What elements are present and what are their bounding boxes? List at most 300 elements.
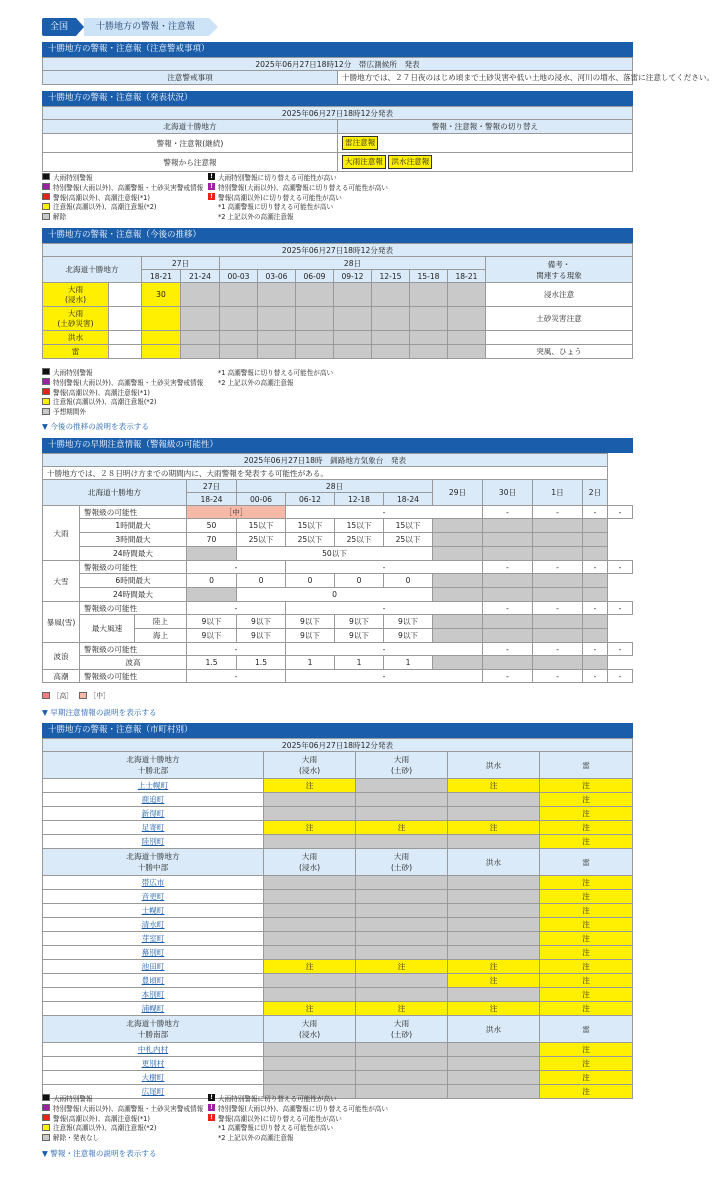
forecast-cell	[181, 345, 220, 359]
section-title: 十勝地方の警報・注意報（注意警戒事項）	[42, 42, 633, 57]
town-name[interactable]: 士幌町	[43, 904, 264, 918]
status-cell: 注	[264, 1002, 356, 1016]
phenomenon-label: 大雨 (土砂災害)	[43, 307, 109, 331]
day-header: 1日	[533, 480, 583, 506]
possibility-value: -	[187, 602, 286, 615]
legend-item	[42, 1093, 208, 1103]
legend-item	[42, 201, 208, 211]
town-row	[43, 793, 633, 807]
value-cell: 9以下	[237, 615, 286, 629]
empty-cell	[109, 345, 142, 359]
row-label: 警報級の可能性	[80, 643, 187, 656]
town-name[interactable]: 浦幌町	[43, 1002, 264, 1016]
status-cell	[264, 876, 356, 890]
value-cell: 70	[187, 533, 237, 547]
area-name: 北海道十勝地方	[43, 257, 142, 283]
forecast-cell	[334, 307, 372, 331]
early-row	[43, 561, 633, 574]
status-cell	[356, 974, 448, 988]
town-name[interactable]: 幕別町	[43, 946, 264, 960]
status-cell	[356, 890, 448, 904]
value-cell	[433, 547, 483, 561]
forecast-cell	[334, 331, 372, 345]
possibility-value: -	[533, 643, 583, 656]
warnings-help-link[interactable]: ▼ 警報・注意報の説明を表示する	[42, 1149, 157, 1158]
column-header: 大雨 (浸水)	[264, 752, 356, 779]
value-cell	[433, 629, 483, 643]
status-cell: 注	[264, 821, 356, 835]
legend-label: 警報(高潮以外)に切り替える可能性が高い	[218, 193, 342, 202]
town-row	[43, 807, 633, 821]
legend-item	[208, 192, 342, 202]
status-cell	[264, 1043, 356, 1057]
value-cell: 9以下	[335, 629, 384, 643]
value-cell: 9以下	[286, 629, 335, 643]
column-header: 洪水	[448, 752, 540, 779]
forecast-cell	[258, 283, 296, 307]
phenomenon-label: 大雨 (浸水)	[43, 283, 109, 307]
value-cell	[533, 533, 583, 547]
row-label: 警報級の可能性	[80, 506, 187, 519]
column-header: 大雨 (浸水)	[264, 1016, 356, 1043]
status-cell: 注	[448, 960, 540, 974]
time-header: 18-21	[448, 270, 486, 283]
legend-swatch	[42, 213, 50, 220]
issued-time: 2025年06月27日18時12分発表	[43, 244, 633, 257]
legend-row	[42, 1103, 388, 1113]
legend-row	[42, 377, 333, 387]
time-header: 06-12	[286, 493, 335, 506]
caution-text: 十勝地方では、２７日夜のはじめ頃まで土砂災害や低い土地の浸水、河川の増水、落雷に注意してください。	[338, 71, 633, 85]
possibility-value: -	[583, 506, 608, 519]
legend-row	[42, 1093, 388, 1103]
empty-cell	[109, 307, 142, 331]
exclamation-icon: !	[208, 1104, 215, 1111]
legend-label: 警報(高潮以外)、高潮注意報(*1)	[53, 193, 150, 202]
legend-label: 予想期間外	[53, 408, 86, 417]
town-row	[43, 960, 633, 974]
legend-label: 特別警報(大雨以外)、高潮警報・土砂災害警戒情報	[53, 183, 204, 192]
town-row	[43, 1002, 633, 1016]
value-cell	[583, 629, 608, 643]
value-cell	[533, 656, 583, 670]
legend	[42, 367, 333, 416]
possibility-value: -	[533, 506, 583, 519]
legend-item	[42, 387, 208, 397]
legend-row	[42, 396, 333, 406]
value-cell: 25以下	[286, 533, 335, 547]
breadcrumb-home[interactable]: 全国	[42, 18, 76, 36]
town-row	[43, 821, 633, 835]
town-name[interactable]: 本別町	[43, 988, 264, 1002]
value-cell	[483, 547, 533, 561]
forecast-cell	[258, 331, 296, 345]
status-cell	[356, 918, 448, 932]
possibility-value: -	[608, 561, 633, 574]
legend-item	[208, 211, 294, 221]
legend-item	[42, 1103, 208, 1113]
value-cell: 25以下	[384, 533, 433, 547]
possibility-value: -	[286, 670, 483, 683]
status-cell	[264, 918, 356, 932]
legend-item	[42, 211, 208, 221]
issued-time: 2025年06月27日18時12分 帯広測候所 発表	[43, 58, 633, 71]
section-title: 十勝地方の警報・注意報（市町村別）	[42, 723, 633, 738]
early-warning-text: 十勝地方では、２８日明け方までの期間内に、大雨警報を発表する可能性がある。	[43, 467, 608, 480]
value-cell: 0	[237, 588, 433, 602]
continued-list	[338, 134, 633, 153]
empty-cell	[109, 331, 142, 345]
forecast-cell	[220, 331, 258, 345]
town-row	[43, 779, 633, 793]
section-title: 十勝地方の早期注意情報（警報級の可能性）	[42, 438, 633, 453]
value-cell: 1	[286, 656, 335, 670]
value-cell	[483, 533, 533, 547]
status-cell: 注	[540, 932, 633, 946]
column-header: 雷	[540, 1016, 633, 1043]
section-status	[42, 91, 633, 172]
legend-swatch	[42, 203, 50, 210]
status-cell	[448, 793, 540, 807]
forecast-cell	[410, 345, 448, 359]
legend	[42, 1093, 388, 1142]
day-header: 27日	[142, 257, 220, 270]
early-row	[43, 602, 633, 615]
value-cell	[583, 656, 608, 670]
status-cell: 注	[540, 876, 633, 890]
note-cell: 浸水注意	[486, 283, 633, 307]
forecast-cell	[410, 283, 448, 307]
mid-swatch	[79, 692, 87, 699]
possibility-value: -	[187, 561, 286, 574]
status-cell: 注	[540, 960, 633, 974]
legend-row	[42, 201, 388, 211]
town-row	[43, 1043, 633, 1057]
sub-label: 海上	[135, 629, 187, 643]
status-cell	[264, 890, 356, 904]
town-name[interactable]: 陸別町	[43, 835, 264, 849]
legend-swatch	[42, 1134, 50, 1141]
value-cell	[583, 588, 608, 602]
forecast-cell	[448, 307, 486, 331]
legend-item	[42, 367, 208, 377]
category-label: 波浪	[43, 643, 80, 670]
legend-label: 大雨特別警報	[53, 173, 93, 182]
status-cell	[448, 988, 540, 1002]
legend-swatch	[42, 398, 50, 405]
value-cell: 0	[286, 574, 335, 588]
legend-swatch	[42, 173, 50, 180]
value-cell	[483, 615, 533, 629]
value-cell	[533, 547, 583, 561]
status-cell: 注	[448, 821, 540, 835]
section-title: 十勝地方の警報・注意報（発表状況）	[42, 91, 633, 106]
legend-row	[42, 367, 333, 377]
legend-label: 注意報(高潮以外)、高潮注意報(*2)	[53, 203, 157, 212]
value-cell: 9以下	[384, 615, 433, 629]
forecast-cell	[220, 345, 258, 359]
status-cell	[264, 1071, 356, 1085]
legend-row	[42, 172, 388, 182]
time-header: 12-18	[335, 493, 384, 506]
early-row	[43, 519, 633, 533]
status-cell	[356, 932, 448, 946]
town-name[interactable]: 更別村	[43, 1057, 264, 1071]
early-row	[43, 588, 633, 602]
legend-item	[42, 377, 208, 387]
status-cell	[264, 807, 356, 821]
town-row	[43, 835, 633, 849]
group-name: 北海道十勝地方 十勝北部	[43, 752, 264, 779]
value-cell	[533, 519, 583, 533]
status-cell	[448, 918, 540, 932]
town-name[interactable]: 帯広市	[43, 876, 264, 890]
area-name: 北海道十勝地方	[43, 120, 338, 134]
legend-label: 大雨特別警報に切り替える可能性が高い	[218, 1094, 337, 1103]
legend-item	[208, 1093, 337, 1103]
status-cell	[264, 974, 356, 988]
value-cell	[583, 547, 608, 561]
legend-item	[208, 182, 388, 192]
group-name: 北海道十勝地方 十勝南部	[43, 1016, 264, 1043]
legend-label: *2 上記以外の高潮注意報	[218, 378, 294, 387]
status-cell: 注	[356, 821, 448, 835]
town-row	[43, 946, 633, 960]
note-cell	[486, 331, 633, 345]
possibility-mid: ［中］	[187, 506, 286, 519]
legend-row	[42, 1113, 388, 1123]
town-name[interactable]: 池田町	[43, 960, 264, 974]
legend-item	[208, 377, 294, 387]
advisory-badge: 洪水注意報	[388, 155, 432, 169]
forecast-cell	[181, 331, 220, 345]
exclamation-icon: !	[208, 173, 215, 180]
issued-time: 2025年06月27日18時 釧路地方気象台 発表	[43, 454, 608, 467]
status-cell	[448, 1043, 540, 1057]
value-cell	[433, 519, 483, 533]
value-cell	[533, 615, 583, 629]
forecast-cell	[448, 331, 486, 345]
town-name[interactable]: 大樹町	[43, 1071, 264, 1085]
breadcrumb-current: 十勝地方の警報・注意報	[84, 18, 209, 36]
day-header: 30日	[483, 480, 533, 506]
town-name[interactable]: 芽室町	[43, 932, 264, 946]
early-row	[43, 615, 633, 629]
status-cell: 注	[540, 807, 633, 821]
legend-swatch	[42, 368, 50, 375]
forecast-row	[43, 283, 633, 307]
town-row	[43, 1057, 633, 1071]
row-label: 1時間最大	[80, 519, 187, 533]
time-header: 18-21	[142, 270, 181, 283]
status-cell	[356, 1043, 448, 1057]
town-name[interactable]: 鹿追町	[43, 793, 264, 807]
legend-item	[42, 1132, 208, 1142]
forecast-cell	[181, 283, 220, 307]
legend-label: *1 高潮警報に切り替える可能性が高い	[218, 203, 334, 212]
possibility-value: -	[483, 602, 533, 615]
status-cell: 注	[540, 821, 633, 835]
possibility-value: -	[533, 670, 583, 683]
legend-label: 大雨特別警報	[53, 368, 93, 377]
status-cell	[356, 904, 448, 918]
value-cell: 15以下	[384, 519, 433, 533]
town-name[interactable]: 足寄町	[43, 821, 264, 835]
possibility-value: -	[483, 643, 533, 656]
legend-item	[42, 406, 208, 416]
town-name[interactable]: 上士幌町	[43, 779, 264, 793]
value-cell: 1	[335, 656, 384, 670]
possibility-value: -	[187, 670, 286, 683]
possibility-value: -	[483, 561, 533, 574]
legend-item	[42, 1122, 208, 1132]
legend-label: 特別警報(大雨以外)、高潮警報に切り替える可能性が高い	[218, 183, 388, 192]
sub-label: 陸上	[135, 615, 187, 629]
section-municipality	[42, 723, 633, 1099]
forecast-help-link[interactable]: ▼ 今後の推移の説明を表示する	[42, 422, 149, 431]
column-header: 洪水	[448, 849, 540, 876]
row-label: 3時間最大	[80, 533, 187, 547]
possibility-value: -	[483, 670, 533, 683]
status-cell: 注	[540, 835, 633, 849]
forecast-cell	[334, 283, 372, 307]
category-label: 大雨	[43, 506, 80, 561]
value-cell: 0	[187, 574, 237, 588]
town-name[interactable]: 広尾町	[43, 1085, 264, 1099]
status-cell: 注	[540, 1057, 633, 1071]
town-row	[43, 904, 633, 918]
town-row	[43, 988, 633, 1002]
status-cell	[356, 835, 448, 849]
legend-item	[208, 367, 333, 377]
town-name[interactable]: 豊頃町	[43, 974, 264, 988]
value-cell	[583, 533, 608, 547]
value-cell	[583, 574, 608, 588]
status-cell: 注	[540, 1002, 633, 1016]
status-cell	[356, 779, 448, 793]
legend-label: 警報(高潮以外)、高潮注意報(*1)	[53, 388, 150, 397]
legend-item	[208, 201, 333, 211]
value-cell	[187, 588, 237, 602]
legend-label: 大雨特別警報に切り替える可能性が高い	[218, 173, 337, 182]
early-row	[43, 656, 633, 670]
value-cell: 1.5	[187, 656, 237, 670]
phenomenon-label: 洪水	[43, 331, 109, 345]
group-header-row	[43, 1016, 633, 1043]
legend-label: 警報(高潮以外)、高潮注意報(*1)	[53, 1114, 150, 1123]
forecast-cell	[372, 345, 410, 359]
town-row	[43, 918, 633, 932]
value-cell: 0	[237, 574, 286, 588]
status-cell	[264, 988, 356, 1002]
area-name: 北海道十勝地方	[43, 480, 187, 506]
value-cell	[483, 629, 533, 643]
value-cell: 0	[335, 574, 384, 588]
legend-swatch	[42, 1094, 50, 1101]
legend-label: *1 高潮警報に切り替える可能性が高い	[218, 1124, 334, 1133]
value-cell	[533, 588, 583, 602]
possibility-value: -	[608, 506, 633, 519]
town-name[interactable]: 音更町	[43, 890, 264, 904]
forecast-cell	[220, 307, 258, 331]
early-warning-help-link[interactable]: ▼ 早期注意情報の説明を表示する	[42, 708, 157, 717]
row-label: 波高	[80, 656, 187, 670]
legend-swatch	[42, 388, 50, 395]
forecast-cell	[220, 283, 258, 307]
column-header: 警報・注意報・警報の切り替え	[338, 120, 633, 134]
status-cell: 注	[540, 988, 633, 1002]
forecast-row	[43, 331, 633, 345]
group-name: 北海道十勝地方 十勝中部	[43, 849, 264, 876]
possibility-value: -	[286, 506, 483, 519]
exclamation-icon: !	[208, 183, 215, 190]
high-swatch	[42, 692, 50, 699]
value-cell: 9以下	[384, 629, 433, 643]
breadcrumb	[42, 18, 209, 36]
column-header: 雷	[540, 752, 633, 779]
possibility-value: -	[286, 643, 483, 656]
early-row	[43, 643, 633, 656]
legend-label: *1 高潮警報に切り替える可能性が高い	[218, 368, 334, 377]
forecast-cell	[372, 307, 410, 331]
issued-time: 2025年06月27日18時12分発表	[43, 739, 633, 752]
legend-item	[208, 1113, 342, 1123]
forecast-cell	[296, 331, 334, 345]
legend-label: 特別警報(大雨以外)、高潮警報に切り替える可能性が高い	[218, 1104, 388, 1113]
status-cell: 注	[540, 890, 633, 904]
forecast-row	[43, 307, 633, 331]
status-cell	[448, 904, 540, 918]
value-cell	[583, 615, 608, 629]
status-cell	[448, 1085, 540, 1099]
time-header: 21-24	[181, 270, 220, 283]
note-cell: 土砂災害注意	[486, 307, 633, 331]
value-cell: 9以下	[237, 629, 286, 643]
early-row	[43, 547, 633, 561]
possibility-value: -	[583, 670, 608, 683]
column-header: 大雨 (土砂)	[356, 752, 448, 779]
section-caution-items	[42, 42, 714, 85]
early-row	[43, 533, 633, 547]
forecast-cell	[258, 307, 296, 331]
status-cell	[356, 807, 448, 821]
town-name[interactable]: 中札内村	[43, 1043, 264, 1057]
status-cell	[448, 890, 540, 904]
possibility-value: -	[608, 670, 633, 683]
status-cell	[264, 932, 356, 946]
forecast-cell	[296, 307, 334, 331]
town-name[interactable]: 新得町	[43, 807, 264, 821]
forecast-cell	[410, 307, 448, 331]
downgraded-list	[338, 153, 633, 172]
status-cell	[448, 835, 540, 849]
town-row	[43, 890, 633, 904]
legend-swatch	[42, 1124, 50, 1131]
mid-label: ［中］	[89, 692, 110, 700]
legend-item	[42, 1113, 208, 1123]
value-cell: 15以下	[286, 519, 335, 533]
day-header: 28日	[220, 257, 486, 270]
town-name[interactable]: 清水町	[43, 918, 264, 932]
status-cell	[448, 1057, 540, 1071]
status-cell: 注	[356, 1002, 448, 1016]
status-cell	[356, 1071, 448, 1085]
caution-label: 注意警戒事項	[43, 71, 338, 85]
town-row	[43, 1071, 633, 1085]
value-cell: 15以下	[237, 519, 286, 533]
value-cell: 9以下	[187, 615, 237, 629]
forecast-cell	[142, 331, 181, 345]
